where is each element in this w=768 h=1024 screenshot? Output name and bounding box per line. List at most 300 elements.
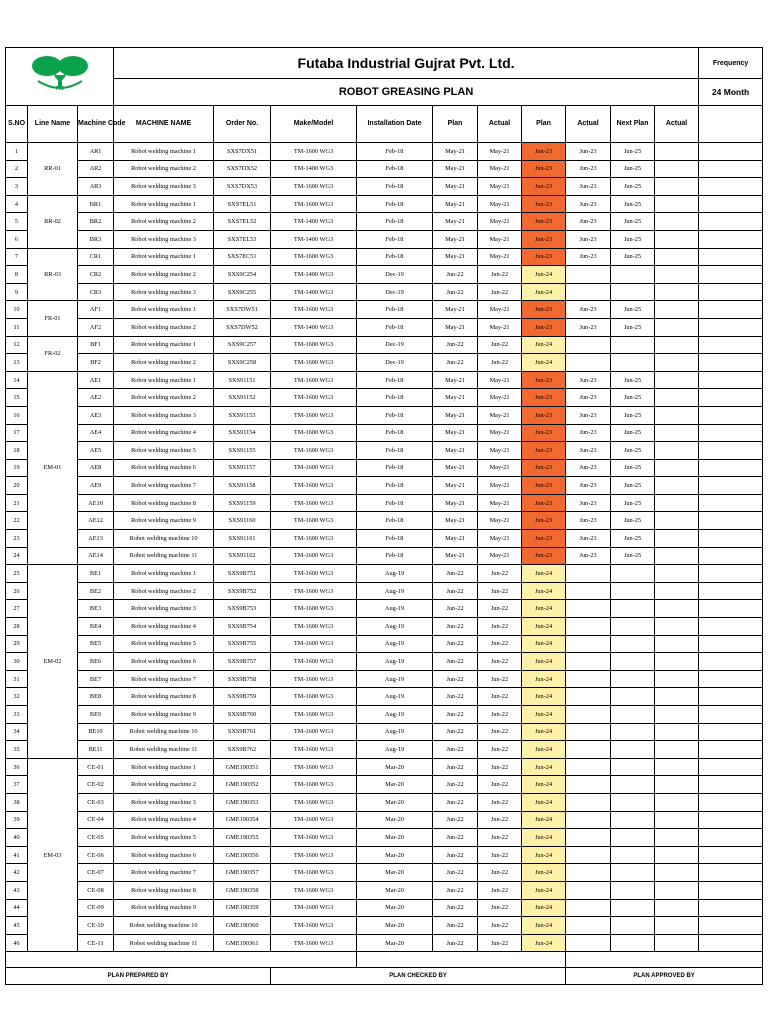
order-number: GME190351 <box>214 758 271 776</box>
actual-previous: Jun-22 <box>478 723 522 741</box>
machine-code: AE3 <box>78 406 114 424</box>
next-plan: Jun-25 <box>611 477 655 495</box>
order-number: SXS9B761 <box>214 723 271 741</box>
installation-date: Mar-20 <box>357 864 433 882</box>
installation-date: Feb-18 <box>357 371 433 389</box>
serial-number: 45 <box>6 917 28 935</box>
machine-code: BE10 <box>78 723 114 741</box>
installation-date: Mar-20 <box>357 829 433 847</box>
serial-number: 40 <box>6 829 28 847</box>
table-row <box>6 653 763 671</box>
order-number: SXS7EL52 <box>214 213 271 231</box>
order-number: GME190357 <box>214 864 271 882</box>
installation-date: Feb-18 <box>357 424 433 442</box>
machine-name: Robot welding machine 4 <box>114 811 214 829</box>
serial-number: 18 <box>6 442 28 460</box>
serial-number: 1 <box>6 143 28 161</box>
order-number: SXS9B759 <box>214 688 271 706</box>
actual-next <box>655 354 699 372</box>
machine-name: Robot welding machine 11 <box>114 547 214 565</box>
table-row <box>6 442 763 460</box>
machine-name: Robot welding machine 3 <box>114 600 214 618</box>
machine-name: Robot welding machine 2 <box>114 266 214 284</box>
plan-previous: Jun-22 <box>433 688 478 706</box>
installation-date: Feb-18 <box>357 494 433 512</box>
actual-previous: Jun-22 <box>478 688 522 706</box>
next-plan <box>611 565 655 583</box>
make-model: TM-1600 WG3 <box>271 723 357 741</box>
plan-previous: May-21 <box>433 512 478 530</box>
make-model: TM-1600 WG3 <box>271 811 357 829</box>
actual-next <box>655 706 699 724</box>
blank-cell <box>699 371 763 389</box>
blank-cell <box>699 741 763 759</box>
next-plan: Jun-25 <box>611 213 655 231</box>
table-row <box>6 600 763 618</box>
installation-date: Mar-20 <box>357 846 433 864</box>
actual-next <box>655 143 699 161</box>
machine-code: AE9 <box>78 477 114 495</box>
actual-next <box>655 230 699 248</box>
make-model: TM-1600 WG3 <box>271 301 357 319</box>
plan-current: Jun-23 <box>522 512 566 530</box>
column-header: Actual <box>655 106 699 143</box>
make-model: TM-1400 WG3 <box>271 318 357 336</box>
machine-name: Robot welding machine 6 <box>114 653 214 671</box>
installation-date: Feb-18 <box>357 178 433 196</box>
installation-date: Feb-18 <box>357 195 433 213</box>
actual-next <box>655 213 699 231</box>
blank-cell <box>699 213 763 231</box>
plan-previous: May-21 <box>433 160 478 178</box>
table-row <box>6 178 763 196</box>
actual-current: Jun-23 <box>566 424 611 442</box>
table-row <box>6 670 763 688</box>
machine-code: BR1 <box>78 195 114 213</box>
next-plan <box>611 266 655 284</box>
make-model: TM-1400 WG3 <box>271 283 357 301</box>
actual-next <box>655 600 699 618</box>
installation-date: Mar-20 <box>357 811 433 829</box>
plan-current: Jun-24 <box>522 670 566 688</box>
table-row <box>6 811 763 829</box>
serial-number: 44 <box>6 899 28 917</box>
actual-previous: Jun-22 <box>478 600 522 618</box>
plan-current: Jun-23 <box>522 178 566 196</box>
serial-number: 16 <box>6 406 28 424</box>
machine-name: Robot welding machine 3 <box>114 283 214 301</box>
serial-number: 46 <box>6 934 28 952</box>
actual-current <box>566 776 611 794</box>
blank-cell <box>699 758 763 776</box>
make-model: TM-1400 WG3 <box>271 160 357 178</box>
table-row <box>6 776 763 794</box>
table-row <box>6 547 763 565</box>
machine-name: Robot welding machine 1 <box>114 301 214 319</box>
plan-previous: May-21 <box>433 301 478 319</box>
blank-cell <box>699 160 763 178</box>
machine-code: AE14 <box>78 547 114 565</box>
machine-code: CE-10 <box>78 917 114 935</box>
next-plan <box>611 864 655 882</box>
column-header: MACHINE NAME <box>114 106 214 143</box>
actual-current <box>566 582 611 600</box>
machine-code: CE-09 <box>78 899 114 917</box>
plan-current: Jun-23 <box>522 195 566 213</box>
order-number: GME190355 <box>214 829 271 847</box>
actual-current <box>566 829 611 847</box>
next-plan: Jun-25 <box>611 160 655 178</box>
order-number: SXS9B754 <box>214 618 271 636</box>
actual-next <box>655 389 699 407</box>
next-plan <box>611 354 655 372</box>
machine-name: Robot welding machine 9 <box>114 512 214 530</box>
actual-next <box>655 934 699 952</box>
installation-date: Feb-18 <box>357 248 433 266</box>
order-number: SXS9C254 <box>214 266 271 284</box>
installation-date: Feb-18 <box>357 160 433 178</box>
plan-current: Jun-24 <box>522 635 566 653</box>
line-name: RR-03 <box>28 248 78 301</box>
plan-previous: Jun-22 <box>433 706 478 724</box>
actual-next <box>655 899 699 917</box>
serial-number: 43 <box>6 881 28 899</box>
actual-current <box>566 266 611 284</box>
actual-previous: Jun-22 <box>478 706 522 724</box>
plan-previous: Jun-22 <box>433 354 478 372</box>
installation-date: Aug-19 <box>357 653 433 671</box>
column-header: Actual <box>478 106 522 143</box>
serial-number: 31 <box>6 670 28 688</box>
spacer-cell <box>566 952 763 968</box>
order-number: SXS9B752 <box>214 582 271 600</box>
actual-previous: May-21 <box>478 248 522 266</box>
make-model: TM-1600 WG3 <box>271 670 357 688</box>
next-plan: Jun-25 <box>611 494 655 512</box>
order-number: SXS9B751 <box>214 565 271 583</box>
blank-cell <box>699 917 763 935</box>
spacer-cell <box>357 952 566 968</box>
next-plan: Jun-25 <box>611 248 655 266</box>
actual-current <box>566 811 611 829</box>
machine-name: Robot welding machine 2 <box>114 213 214 231</box>
line-name: FR-01 <box>28 301 78 336</box>
table-row <box>6 917 763 935</box>
serial-number: 35 <box>6 741 28 759</box>
make-model: TM-1400 WG3 <box>271 213 357 231</box>
machine-name: Robot welding machine 7 <box>114 477 214 495</box>
blank-cell <box>699 318 763 336</box>
actual-next <box>655 864 699 882</box>
actual-previous: Jun-22 <box>478 846 522 864</box>
machine-code: BE8 <box>78 688 114 706</box>
table-row <box>6 230 763 248</box>
next-plan <box>611 618 655 636</box>
order-number: GME190359 <box>214 899 271 917</box>
actual-current: Jun-23 <box>566 371 611 389</box>
table-row <box>6 635 763 653</box>
plan-previous: May-21 <box>433 477 478 495</box>
plan-current: Jun-24 <box>522 600 566 618</box>
next-plan <box>611 600 655 618</box>
installation-date: Feb-18 <box>357 442 433 460</box>
make-model: TM-1600 WG3 <box>271 776 357 794</box>
machine-name: Robot welding machine 1 <box>114 758 214 776</box>
actual-previous: May-21 <box>478 477 522 495</box>
actual-next <box>655 283 699 301</box>
blank-cell <box>699 230 763 248</box>
serial-number: 4 <box>6 195 28 213</box>
plan-current: Jun-23 <box>522 547 566 565</box>
machine-code: AE1 <box>78 371 114 389</box>
plan-current: Jun-23 <box>522 442 566 460</box>
serial-number: 14 <box>6 371 28 389</box>
plan-approved-by: PLAN APPROVED BY <box>566 968 763 985</box>
actual-previous: Jun-22 <box>478 881 522 899</box>
next-plan: Jun-25 <box>611 406 655 424</box>
plan-current: Jun-24 <box>522 653 566 671</box>
actual-previous: May-21 <box>478 213 522 231</box>
serial-number: 21 <box>6 494 28 512</box>
actual-previous: Jun-22 <box>478 811 522 829</box>
table-row <box>6 846 763 864</box>
order-number: SXS7DX51 <box>214 143 271 161</box>
actual-next <box>655 881 699 899</box>
machine-name: Robot welding machine 3 <box>114 793 214 811</box>
blank-cell <box>699 653 763 671</box>
blank-cell <box>699 899 763 917</box>
plan-previous: Jun-22 <box>433 934 478 952</box>
table-row <box>6 758 763 776</box>
actual-previous: May-21 <box>478 160 522 178</box>
next-plan: Jun-25 <box>611 371 655 389</box>
actual-current <box>566 336 611 354</box>
blank-cell <box>699 477 763 495</box>
table-row <box>6 881 763 899</box>
machine-code: CE-11 <box>78 934 114 952</box>
company-name: Futaba Industrial Gujrat Pvt. Ltd. <box>114 48 699 79</box>
actual-previous: May-21 <box>478 442 522 460</box>
logo-cell <box>6 48 114 106</box>
actual-next <box>655 793 699 811</box>
plan-previous: Jun-22 <box>433 336 478 354</box>
plan-current: Jun-23 <box>522 494 566 512</box>
actual-current: Jun-23 <box>566 195 611 213</box>
actual-current <box>566 899 611 917</box>
machine-name: Robot welding machine 1 <box>114 565 214 583</box>
order-number: SXS9B753 <box>214 600 271 618</box>
plan-previous: Jun-22 <box>433 864 478 882</box>
actual-previous: Jun-22 <box>478 741 522 759</box>
actual-next <box>655 565 699 583</box>
table-row <box>6 213 763 231</box>
installation-date: Mar-20 <box>357 758 433 776</box>
actual-next <box>655 301 699 319</box>
plan-current: Jun-24 <box>522 776 566 794</box>
frequency-value: 24 Month <box>699 79 763 106</box>
serial-number: 22 <box>6 512 28 530</box>
blank-cell <box>699 406 763 424</box>
machine-code: AR1 <box>78 143 114 161</box>
installation-date: Aug-19 <box>357 670 433 688</box>
plan-current: Jun-24 <box>522 758 566 776</box>
actual-current <box>566 618 611 636</box>
machine-name: Robot welding machine 1 <box>114 248 214 266</box>
plan-previous: Jun-22 <box>433 793 478 811</box>
actual-previous: Jun-22 <box>478 758 522 776</box>
make-model: TM-1600 WG3 <box>271 829 357 847</box>
actual-next <box>655 582 699 600</box>
order-number: SXS91160 <box>214 512 271 530</box>
table-row <box>6 336 763 354</box>
plan-previous: Jun-22 <box>433 758 478 776</box>
column-header: Order No. <box>214 106 271 143</box>
actual-previous: May-21 <box>478 301 522 319</box>
actual-next <box>655 266 699 284</box>
machine-name: Robot welding machine 9 <box>114 706 214 724</box>
next-plan <box>611 635 655 653</box>
actual-current <box>566 864 611 882</box>
machine-code: CE-01 <box>78 758 114 776</box>
make-model: TM-1600 WG3 <box>271 336 357 354</box>
table-row <box>6 301 763 319</box>
machine-name: Robot welding machine 8 <box>114 494 214 512</box>
next-plan: Jun-25 <box>611 178 655 196</box>
installation-date: Feb-18 <box>357 530 433 548</box>
machine-code: BE4 <box>78 618 114 636</box>
installation-date: Dec-19 <box>357 336 433 354</box>
plan-previous: May-21 <box>433 248 478 266</box>
actual-current: Jun-23 <box>566 477 611 495</box>
installation-date: Mar-20 <box>357 881 433 899</box>
make-model: TM-1400 WG3 <box>271 266 357 284</box>
table-row <box>6 618 763 636</box>
order-number: SXS7DW51 <box>214 301 271 319</box>
actual-previous: Jun-22 <box>478 793 522 811</box>
machine-name: Robot welding machine 1 <box>114 336 214 354</box>
actual-next <box>655 670 699 688</box>
installation-date: Dec-19 <box>357 283 433 301</box>
serial-number: 28 <box>6 618 28 636</box>
actual-current: Jun-23 <box>566 459 611 477</box>
column-header: S.NO <box>6 106 28 143</box>
order-number: SXS91162 <box>214 547 271 565</box>
actual-current <box>566 653 611 671</box>
plan-previous: Jun-22 <box>433 776 478 794</box>
make-model: TM-1600 WG3 <box>271 512 357 530</box>
installation-date: Feb-18 <box>357 477 433 495</box>
serial-number: 8 <box>6 266 28 284</box>
table-row <box>6 160 763 178</box>
machine-code: AF2 <box>78 318 114 336</box>
table-row <box>6 354 763 372</box>
actual-current <box>566 565 611 583</box>
order-number: SXS9B758 <box>214 670 271 688</box>
plan-previous: May-21 <box>433 530 478 548</box>
next-plan <box>611 706 655 724</box>
table-row <box>6 530 763 548</box>
installation-date: Mar-20 <box>357 793 433 811</box>
next-plan: Jun-25 <box>611 459 655 477</box>
actual-next <box>655 160 699 178</box>
table-row <box>6 266 763 284</box>
installation-date: Feb-18 <box>357 318 433 336</box>
serial-number: 26 <box>6 582 28 600</box>
plan-current: Jun-24 <box>522 829 566 847</box>
machine-name: Robot welding machine 10 <box>114 530 214 548</box>
make-model: TM-1600 WG3 <box>271 494 357 512</box>
plan-current: Jun-24 <box>522 283 566 301</box>
table-row <box>6 565 763 583</box>
next-plan: Jun-25 <box>611 547 655 565</box>
make-model: TM-1600 WG3 <box>271 248 357 266</box>
order-number: GME190361 <box>214 934 271 952</box>
installation-date: Aug-19 <box>357 723 433 741</box>
actual-previous: Jun-22 <box>478 934 522 952</box>
plan-previous: May-21 <box>433 371 478 389</box>
plan-current: Jun-24 <box>522 266 566 284</box>
table-row <box>6 793 763 811</box>
plan-current: Jun-24 <box>522 811 566 829</box>
plan-previous: Jun-22 <box>433 829 478 847</box>
actual-next <box>655 688 699 706</box>
machine-name: Robot welding machine 2 <box>114 389 214 407</box>
serial-number: 11 <box>6 318 28 336</box>
next-plan: Jun-25 <box>611 143 655 161</box>
next-plan: Jun-25 <box>611 389 655 407</box>
actual-previous: Jun-22 <box>478 565 522 583</box>
table-row <box>6 389 763 407</box>
plan-current: Jun-24 <box>522 582 566 600</box>
actual-previous: Jun-22 <box>478 917 522 935</box>
machine-code: AE10 <box>78 494 114 512</box>
serial-number: 19 <box>6 459 28 477</box>
make-model: TM-1600 WG3 <box>271 371 357 389</box>
plan-previous: Jun-22 <box>433 582 478 600</box>
machine-code: CR3 <box>78 283 114 301</box>
actual-current: Jun-23 <box>566 512 611 530</box>
column-header: Make/Model <box>271 106 357 143</box>
plan-current: Jun-23 <box>522 301 566 319</box>
order-number: SXS91154 <box>214 424 271 442</box>
serial-number: 12 <box>6 336 28 354</box>
plan-previous: May-21 <box>433 143 478 161</box>
actual-previous: May-21 <box>478 406 522 424</box>
plan-current: Jun-24 <box>522 354 566 372</box>
machine-name: Robot welding machine 10 <box>114 917 214 935</box>
order-number: GME190360 <box>214 917 271 935</box>
make-model: TM-1600 WG3 <box>271 864 357 882</box>
installation-date: Mar-20 <box>357 917 433 935</box>
order-number: SXS91153 <box>214 406 271 424</box>
machine-code: BF2 <box>78 354 114 372</box>
plan-previous: Jun-22 <box>433 635 478 653</box>
serial-number: 17 <box>6 424 28 442</box>
order-number: SXS9C257 <box>214 336 271 354</box>
next-plan <box>611 776 655 794</box>
plan-current: Jun-24 <box>522 688 566 706</box>
order-number: SXS91152 <box>214 389 271 407</box>
installation-date: Feb-18 <box>357 389 433 407</box>
next-plan <box>611 846 655 864</box>
actual-previous: May-21 <box>478 371 522 389</box>
plan-previous: Jun-22 <box>433 266 478 284</box>
actual-previous: Jun-22 <box>478 582 522 600</box>
blank-cell <box>699 143 763 161</box>
plan-current: Jun-23 <box>522 459 566 477</box>
plan-current: Jun-23 <box>522 230 566 248</box>
actual-current <box>566 670 611 688</box>
